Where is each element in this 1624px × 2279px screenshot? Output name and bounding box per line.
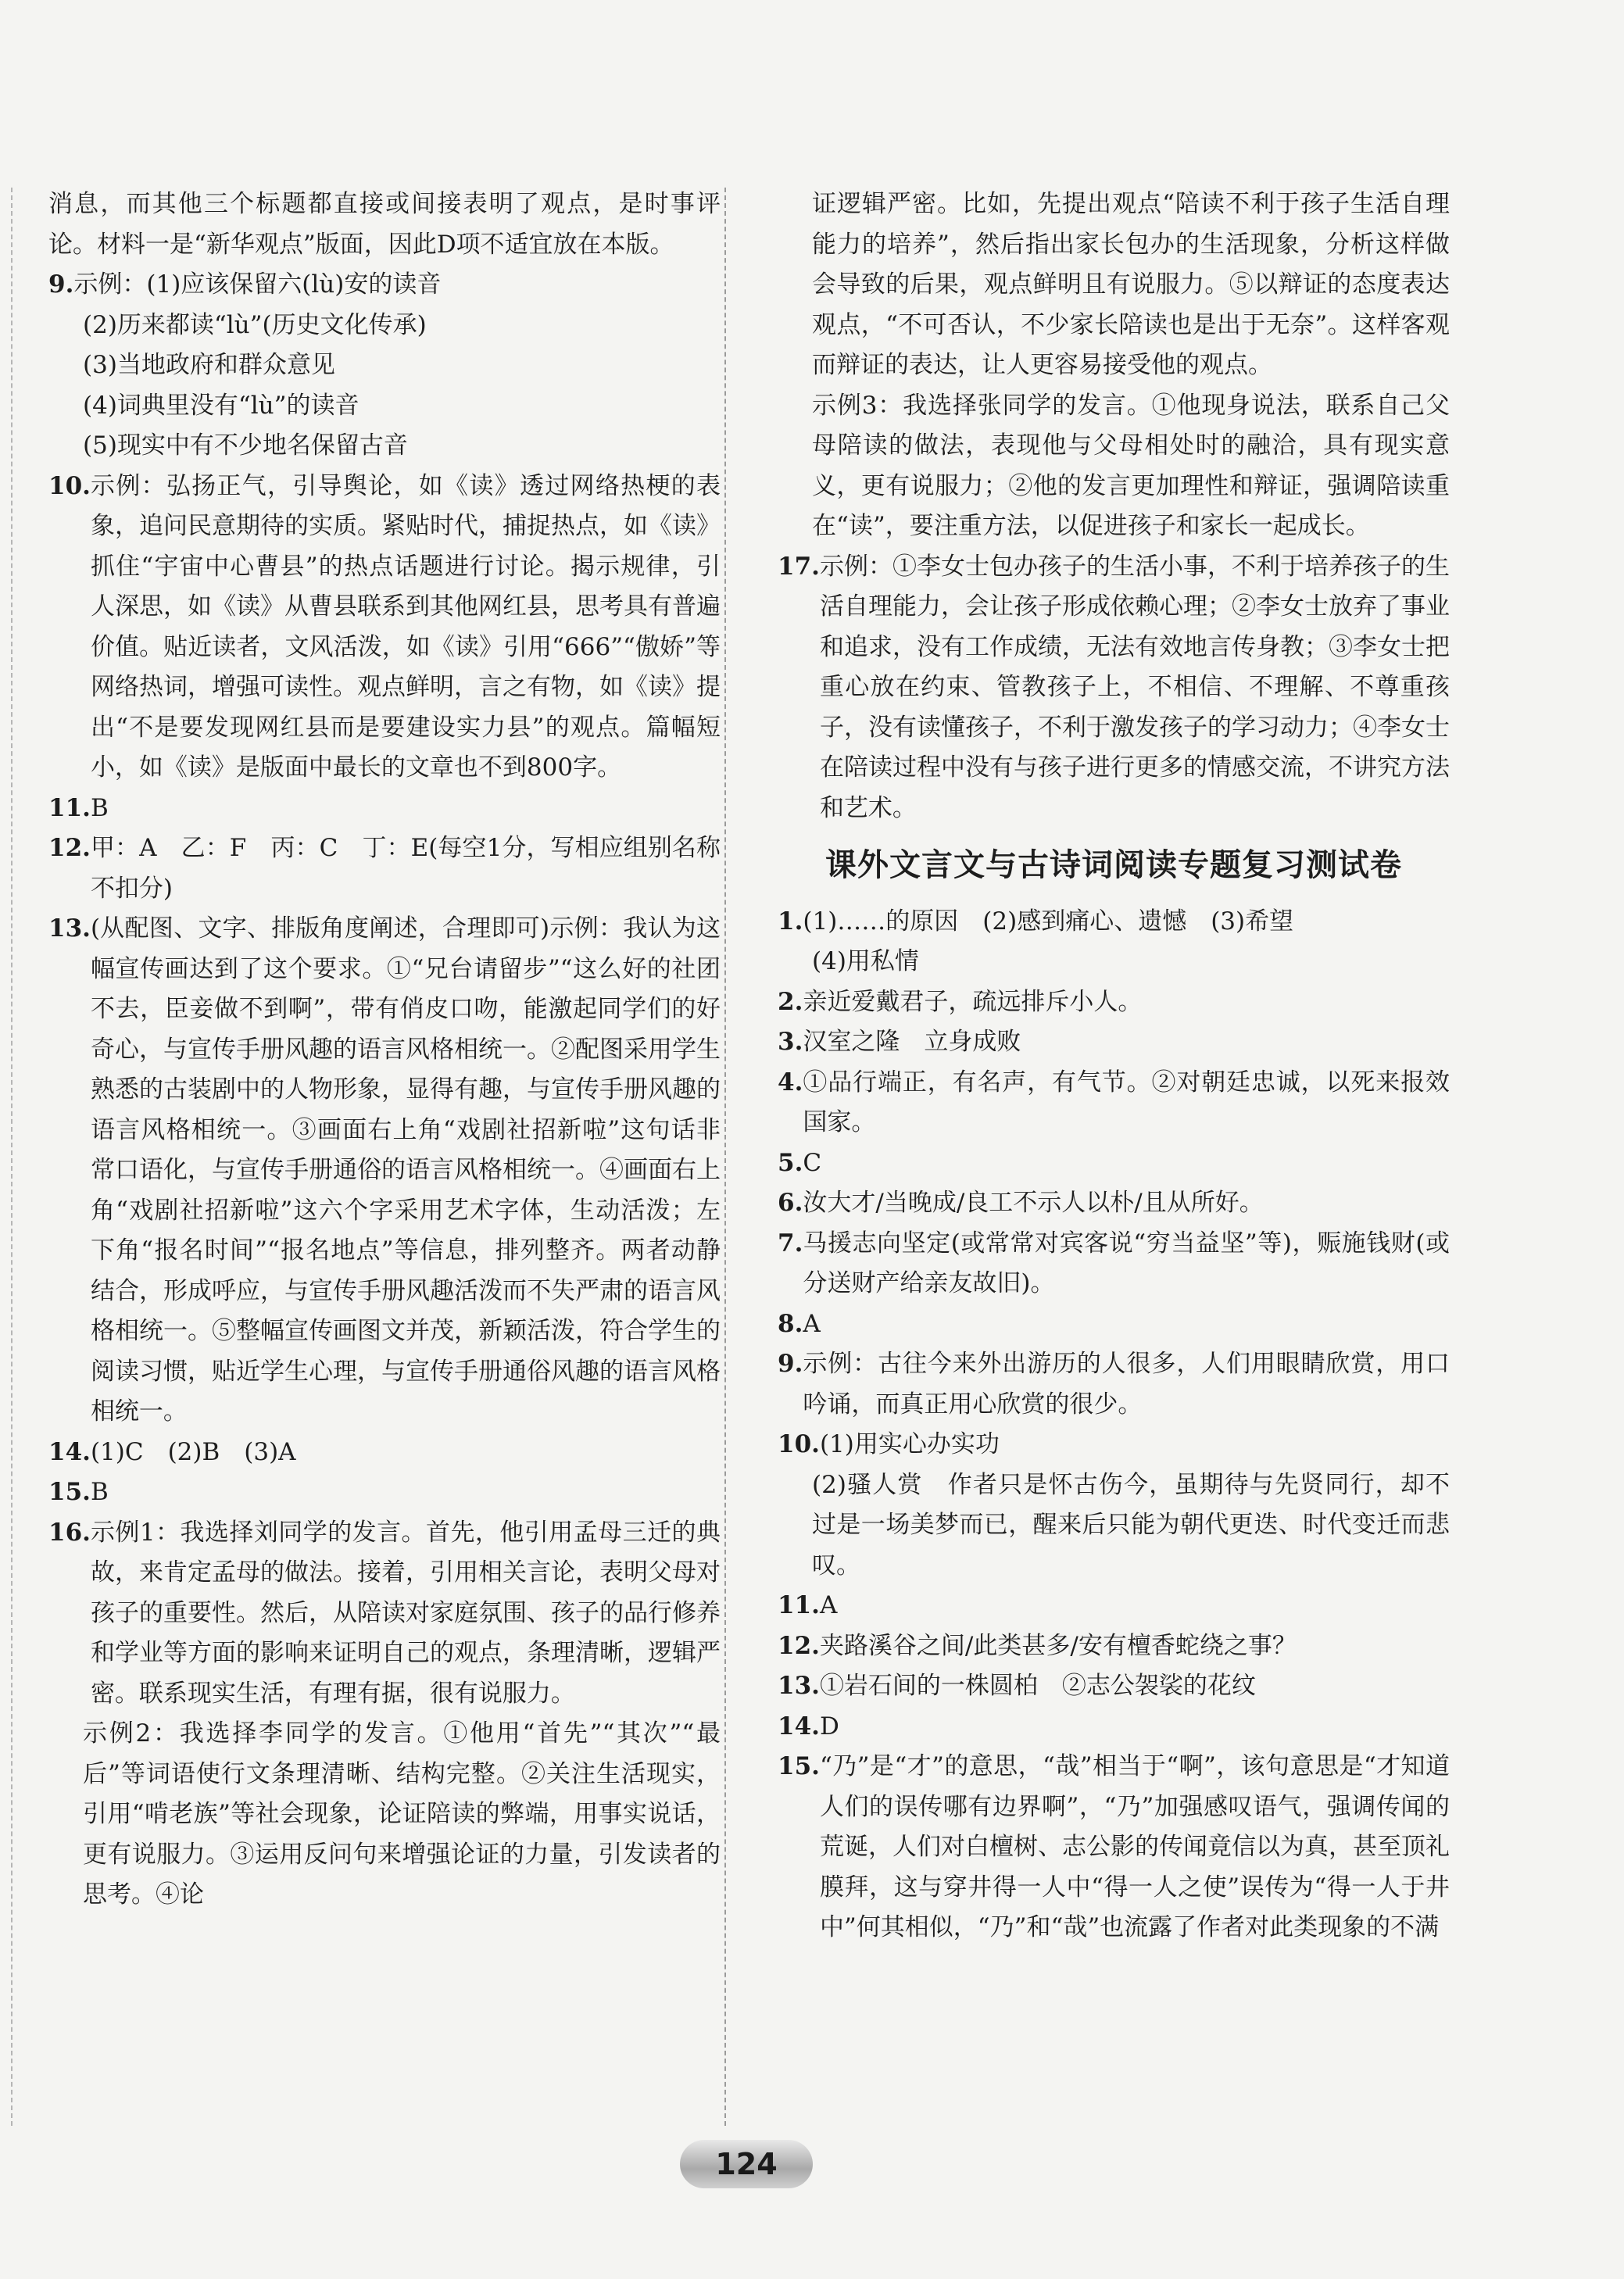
- answer-text: 马援志向坚定(或常常对宾客说“穷当益坚”等)，赈施钱财(或分送财产给亲友故旧)。: [803, 1229, 1450, 1297]
- answer-text: 示例1：我选择刘同学的发言。首先，他引用孟母三迁的典故，来肯定孟母的做法。接着，引用相关言论，表明父母对孩子的重要性。然后，从陪读对家庭氛围、孩子的品行修养和学业等方面的影响来证明自己的观点，条理清晰，逻辑严密。联系现实生活，有理有据，很有说服力。: [90, 1518, 721, 1708]
- answer-13: [48, 909, 721, 1433]
- answer-16-example-3: 示例3：我选择张同学的发言。①他现身说法，联系自己父母陪读的做法，表现他与父母相处时的融洽，具有现实意义，更有说服力；②他的发言更加理性和辩证，强调陪读重在“读”，要注重方法，以促进孩子和家长一起成长。: [812, 391, 1450, 540]
- intro-paragraph: 消息，而其他三个标题都直接或间接表明了观点，是时事评论。材料一是“新华观点”版面，因此D项不适宜放在本版。: [48, 190, 721, 259]
- answer-text: B: [90, 1478, 109, 1506]
- answer-number: 8.: [778, 1309, 803, 1338]
- section-answer-3: [778, 1022, 1450, 1063]
- answer-text: 甲：A 乙：F 丙：C 丁：E(每空1分，写相应组别名称不扣分): [90, 834, 721, 903]
- answer-number: 9.: [778, 1350, 803, 1378]
- section-answer-15: [778, 1747, 1450, 1948]
- answer-9-sub-5: (5)现实中有不少地名保留古音: [83, 431, 408, 460]
- answer-number: 15.: [48, 1478, 91, 1506]
- answer-number: 6.: [778, 1189, 803, 1217]
- section-answer-14: [778, 1707, 1450, 1748]
- answer-text: 示例：古往今来外出游历的人很多，人们用眼睛欣赏，用口吟诵，而真正用心欣赏的很少。: [803, 1350, 1450, 1419]
- answer-text: (1)C (2)B (3)A: [90, 1437, 296, 1466]
- answer-text: (从配图、文字、排版角度阐述，合理即可)示例：我认为这幅宣传画达到了这个要求。①“兄台请留步”“这么好的社团不去，臣妾做不到啊”，带有俏皮口吻，能激起同学们的好奇心，与宣传手册风趣的语言风格相统一。②配图采用学生熟悉的古装剧中的人物形象，显得有趣，与宣传手册风趣的语言风格相统一。③画面右上角“戏剧社招新啦”这句话非常口语化，与宣传手册通俗的语言风格相统一。④画面右上角“戏剧社招新啦”这六个字采用艺术字体，生动活泼；左下角“报名时间”“报名地点”等信息，排列整齐。两者动静结合，形成呼应，与宣传手册风趣活泼而不失严肃的语言风格相统一。⑤整幅宣传画图文并茂，新颖活泼，符合学生的阅读习惯，贴近学生心理，与宣传手册通俗风趣的语言风格相统一。: [90, 914, 721, 1426]
- section-answer-10: [778, 1425, 1450, 1465]
- answer-number: 13.: [778, 1672, 820, 1700]
- answer-number: 15.: [778, 1752, 820, 1780]
- answer-number: 10.: [48, 471, 91, 500]
- answer-12: [48, 828, 721, 909]
- answer-text: ①品行端正，有名声，有气节。②对朝廷忠诚，以死来报效国家。: [803, 1068, 1450, 1136]
- answer-number: 12.: [778, 1631, 820, 1660]
- answer-number: 13.: [48, 914, 91, 943]
- section-answer-9: [778, 1344, 1450, 1425]
- section-answer-8: [778, 1304, 1450, 1345]
- answer-text: 示例：①李女士包办孩子的生活小事，不利于培养孩子的生活自理能力，会让孩子形成依赖心理；②李女士放弃了事业和追求，没有工作成绩，无法有效地言传身教；③李女士把重心放在约束、管教孩子上，不相信、不理解、不尊重孩子，没有读懂孩子，不利于激发孩子的学习动力；④李女士在陪读过程中没有与孩子进行更多的情感交流，不讲究方法和艺术。: [819, 552, 1450, 822]
- binding-margin-line: [11, 188, 13, 2126]
- page-number: 124: [715, 2147, 778, 2181]
- answer-text: 示例：弘扬正气，引导舆论，如《读》透过网络热梗的表象，追问民意期待的实质。紧贴时代，捕捉热点，如《读》抓住“宇宙中心曹县”的热点话题进行讨论。揭示规律，引人深思，如《读》从曹县联系到其他网红县，思考具有普遍价值。贴近读者，文风活泼，如《读》引用“666”“傲娇”等网络热词，增强可读性。观点鲜明，言之有物，如《读》提出“不是要发现网红县而是要建设实力县”的观点。篇幅短小，如《读》是版面中最长的文章也不到800字。: [90, 471, 721, 782]
- answer-text: (1)用实心办实功: [819, 1430, 1000, 1458]
- answer-16-example-2: 示例2：我选择李同学的发言。①他用“首先”“其次”“最后”等词语使行文条理清晰、结构完整。②关注生活现实，引用“啃老族”等社会现象，论证陪读的弊端，用事实说话，更有说服力。③运用反问句来增强论证的力量，引发读者的思考。④论: [83, 1719, 721, 1909]
- section-answer-1-sub: (4)用私情: [812, 947, 919, 975]
- answer-number: 2.: [778, 987, 803, 1016]
- section-answer-12: [778, 1626, 1450, 1667]
- answer-number: 4.: [778, 1068, 803, 1097]
- answer-number: 5.: [778, 1148, 803, 1177]
- answer-text: C: [803, 1148, 822, 1177]
- section-answer-11: [778, 1586, 1450, 1626]
- answer-text: D: [819, 1712, 839, 1741]
- answer-9-sub-3: (3)当地政府和群众意见: [83, 351, 335, 379]
- answer-text: 汝大才/当晚成/良工不示人以朴/且从所好。: [803, 1189, 1264, 1217]
- column-divider: [724, 188, 726, 2126]
- answer-number: 12.: [48, 834, 91, 862]
- section-answer-7: [778, 1224, 1450, 1304]
- answer-number: 9.: [48, 270, 74, 299]
- section-answer-6: [778, 1183, 1450, 1224]
- answer-15: [48, 1472, 721, 1513]
- section-answer-2: [778, 982, 1450, 1023]
- answer-number: 11.: [778, 1591, 820, 1619]
- section-answer-13: [778, 1666, 1450, 1707]
- answer-number: 14.: [48, 1437, 91, 1466]
- answer-text: B: [90, 793, 109, 822]
- section-answer-10-sub: (2)骚人赏 作者只是怀古伤今，虽期待与先贤同行，却不过是一场美梦而已，醒来后只能为朝代更迭、时代变迁而悲叹。: [812, 1470, 1450, 1580]
- answer-number: 11.: [48, 793, 91, 822]
- answer-text: A: [819, 1591, 838, 1619]
- answer-text: 亲近爱戴君子，疏远排斥小人。: [803, 987, 1143, 1016]
- answer-text: “乃”是“才”的意思，“哉”相当于“啊”，该句意思是“才知道人们的误传哪有边界啊”，“乃”加强感叹语气，强调传闻的荒诞，人们对白檀树、志公影的传闻竟信以为真，甚至顶礼膜拜，这与穿井得一人中“得一人之使”误传为“得一人于井中”何其相似，“乃”和“哉”也流露了作者对此类现象的不满: [819, 1752, 1450, 1941]
- section-answer-5: [778, 1143, 1450, 1184]
- answer-number: 17.: [778, 552, 820, 581]
- right-column: [778, 184, 1450, 1948]
- section-answer-4: [778, 1063, 1450, 1143]
- answer-10: [48, 467, 721, 789]
- answer-9-sub-4: (4)词典里没有“lù”的读音: [83, 391, 359, 420]
- answer-17: [778, 547, 1450, 829]
- answer-9-sub-2: (2)历来都读“lù”(历史文化传承): [83, 310, 427, 339]
- answer-14: [48, 1433, 721, 1473]
- answer-11: [48, 789, 721, 829]
- answer-text: ①岩石间的一株圆柏 ②志公袈裟的花纹: [819, 1672, 1256, 1700]
- answer-9: [48, 265, 721, 306]
- answer-16: [48, 1513, 721, 1715]
- section-answer-1: [778, 902, 1450, 943]
- answer-number: 7.: [778, 1229, 803, 1258]
- answer-16-continued: 证逻辑严密。比如，先提出观点“陪读不利于孩子生活自理能力的培养”，然后指出家长包办的生活现象，分析这样做会导致的后果，观点鲜明且有说服力。⑤以辩证的态度表达观点，“不可否认，不少家长陪读也是出于无奈”。这样客观而辩证的表达，让人更容易接受他的观点。: [812, 190, 1450, 379]
- answer-number: 3.: [778, 1028, 803, 1056]
- answer-number: 16.: [48, 1518, 91, 1547]
- answer-text: A: [803, 1309, 821, 1338]
- answer-text: 汉室之隆 立身成败: [803, 1028, 1021, 1056]
- answer-number: 10.: [778, 1430, 820, 1458]
- left-column: [48, 184, 721, 1916]
- section-title: 课外文言文与古诗词阅读专题复习测试卷: [825, 847, 1402, 883]
- page-number-badge: [680, 2140, 813, 2188]
- answer-text: 示例：(1)应该保留六(lù)安的读音: [73, 270, 442, 299]
- answer-text: 夹路溪谷之间/此类甚多/安有檀香蛇绕之事？: [819, 1631, 1297, 1660]
- answer-number: 14.: [778, 1712, 820, 1741]
- answer-text: (1)……的原因 (2)感到痛心、遗憾 (3)希望: [803, 907, 1294, 936]
- answer-number: 1.: [778, 907, 803, 936]
